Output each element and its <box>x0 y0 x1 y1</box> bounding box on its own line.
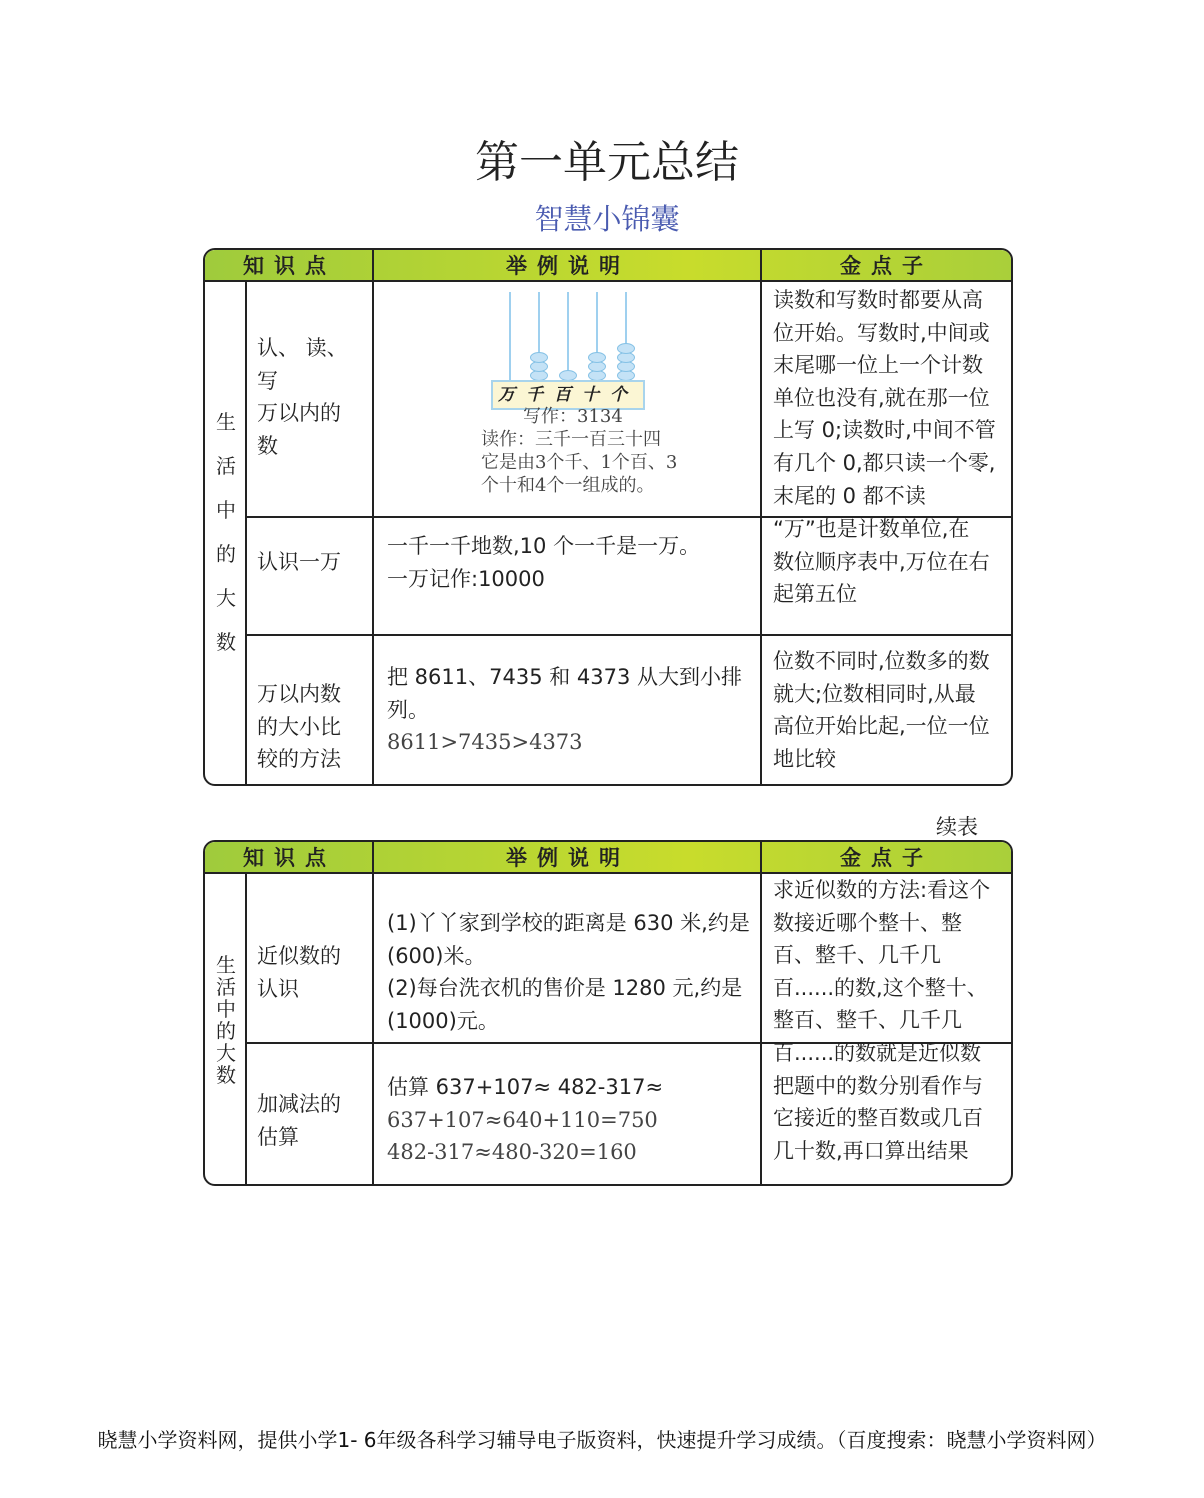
tip-cell <box>773 284 996 512</box>
topic-cell <box>257 1088 341 1153</box>
category-char: 中 <box>216 498 236 522</box>
text-line: 482-317≈480-320=160 <box>387 1140 637 1165</box>
example-cell <box>387 661 742 759</box>
text-line: 一千一千地数,10 个一千是一万。 <box>387 534 701 558</box>
text-line: 一万记作:10000 <box>387 566 545 591</box>
text-line: 较的方法 <box>257 747 341 772</box>
summary-table-1 <box>203 248 1013 786</box>
category-char: 中 <box>216 997 236 1021</box>
text-line: (1)丫丫家到学校的距离是 630 米,约是 <box>387 911 750 935</box>
summary-table-2 <box>203 840 1013 1186</box>
category-char: 的 <box>216 1019 236 1043</box>
text-line: 就大;位数相同时,从最 <box>773 681 976 706</box>
text-line: 末尾的 0 都不读 <box>773 483 926 508</box>
header-knowledge: 知识点 <box>243 845 336 870</box>
text-line: 百、整千、几千几 <box>773 943 941 968</box>
abacus-bead <box>530 352 548 363</box>
tip-cell <box>773 513 990 611</box>
text-line: 637+107≈640+110=750 <box>387 1107 658 1132</box>
topic-cell <box>257 940 341 1005</box>
text-line: 万以内的 <box>257 401 341 426</box>
header-tip: 金点子 <box>840 845 933 870</box>
text-line: 读作：三千一百三十四 <box>481 429 661 450</box>
text-line: 把题中的数分别看作与 <box>773 1073 983 1098</box>
example-cell <box>481 405 677 497</box>
category-char: 数 <box>216 630 236 654</box>
text-line: (1000)元。 <box>387 1008 499 1033</box>
text-line: 整百、整千、几千几 <box>773 1008 962 1033</box>
text-line: 几十数,再口算出结果 <box>773 1138 969 1163</box>
text-line: 估算 <box>257 1124 299 1149</box>
text-line: (2)每台洗衣机的售价是 1280 元,约是 <box>387 976 743 1001</box>
tip-cell <box>773 874 990 1167</box>
table-header <box>205 250 1011 282</box>
text-line: 它接近的整百数或几百 <box>773 1106 983 1131</box>
table-header <box>205 842 1011 874</box>
text-line: 求近似数的方法:看这个 <box>773 878 991 902</box>
text-line: 地比较 <box>773 746 836 771</box>
header-example: 举例说明 <box>506 845 630 870</box>
text-line: 位开始。写数时,中间或 <box>773 320 990 345</box>
text-line: 位数不同时,位数多的数 <box>773 649 990 673</box>
text-line: 高位开始比起,一位一位 <box>773 714 990 739</box>
category-char: 生 <box>216 410 236 434</box>
footer-text: 晓慧小学资料网，提供小学1- 6年级各科学习辅导电子版资料，快速提升学习成绩。（百度搜索：晓慧小学资料网） <box>97 1428 1107 1452</box>
header-knowledge: 知识点 <box>243 253 336 278</box>
text-line: 认识一万 <box>257 550 341 574</box>
abacus-bead <box>617 343 635 354</box>
topic-cell <box>257 332 348 462</box>
category-char: 的 <box>216 542 236 566</box>
text-line: 8611>7435>4373 <box>387 730 583 755</box>
category-char: 大 <box>216 586 236 610</box>
category-char: 数 <box>216 1063 236 1087</box>
abacus-rod <box>567 292 569 380</box>
text-line: 个十和4个一组成的。 <box>481 475 655 496</box>
text-line: 百......的数就是近似数 <box>773 1040 982 1065</box>
text-line: 百......的数,这个整十、 <box>773 975 988 1000</box>
text-line: “万”也是计数单位,在 <box>773 517 970 541</box>
text-line: 加减法的 <box>257 1092 341 1116</box>
topic-cell <box>257 546 341 579</box>
example-cell <box>387 530 700 595</box>
example-cell <box>387 1071 663 1169</box>
abacus-illustration <box>495 292 645 412</box>
text-line: 数 <box>257 433 278 458</box>
abacus-place-labels: 万千百十个 <box>491 380 645 410</box>
abacus-rod <box>509 292 511 380</box>
category-char: 活 <box>216 454 236 478</box>
header-example: 举例说明 <box>506 253 630 278</box>
text-line: (600)米。 <box>387 943 486 968</box>
text-line: 写作：3134 <box>523 406 623 427</box>
text-line: 认识 <box>257 976 299 1001</box>
text-line: 数位顺序表中,万位在右 <box>773 549 990 574</box>
text-line: 估算 637+107≈ 482-317≈ <box>387 1075 664 1099</box>
example-cell <box>387 907 750 1037</box>
tip-cell <box>773 645 990 775</box>
text-line: 的大小比 <box>257 714 341 739</box>
text-line: 有几个 0,都只读一个零, <box>773 450 996 475</box>
text-line: 万以内数 <box>257 682 341 706</box>
topic-cell <box>257 678 341 776</box>
category-label <box>211 954 241 1086</box>
text-line: 起第五位 <box>773 582 857 607</box>
text-line: 列。 <box>387 697 429 722</box>
text-line: 数接近哪个整十、整 <box>773 910 962 935</box>
category-char: 活 <box>216 975 236 999</box>
text-line: 上写 0;读数时,中间不管 <box>773 418 996 443</box>
text-line: 读数和写数时都要从高 <box>773 288 983 312</box>
page-subtitle: 智慧小锦囊 <box>534 202 680 236</box>
text-line: 单位也没有,就在那一位 <box>773 385 990 410</box>
text-line: 认、 读、 <box>257 336 348 360</box>
text-line: 把 8611、7435 和 4373 从大到小排 <box>387 665 743 689</box>
header-tip: 金点子 <box>840 253 933 278</box>
text-line: 近似数的 <box>257 944 341 968</box>
category-char: 生 <box>216 953 236 977</box>
text-line: 末尾哪一位上一个计数 <box>773 353 983 378</box>
abacus-bead <box>588 352 606 363</box>
category-char: 大 <box>216 1041 236 1065</box>
text-line: 它是由3个千、1个百、3 <box>481 452 678 473</box>
category-label <box>211 400 241 664</box>
text-line: 写 <box>257 368 278 393</box>
continued-label: 续表 <box>936 815 978 839</box>
page-title: 第一单元总结 <box>475 137 739 188</box>
